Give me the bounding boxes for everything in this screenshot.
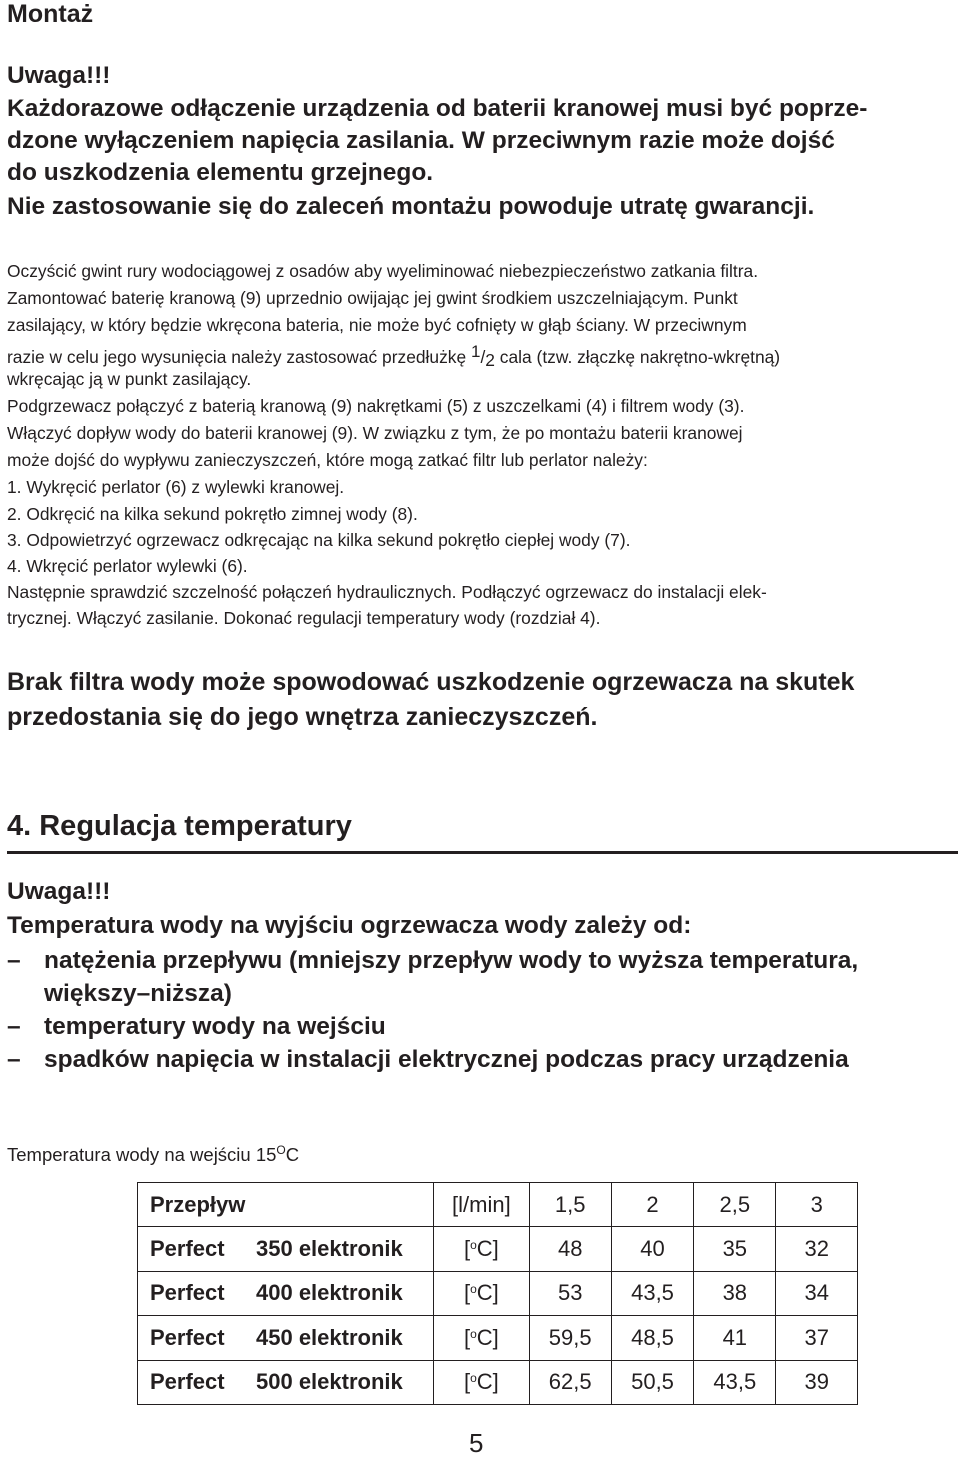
degree-sup: o — [470, 1326, 477, 1341]
temperature-value: 34 — [776, 1271, 858, 1315]
warning-line: Każdorazowe odłączenie urządzenia od baterii kranowej musi być poprze- — [7, 95, 868, 122]
section4-warning-heading: Uwaga!!! — [7, 878, 111, 905]
temperature-value: 53 — [529, 1271, 611, 1315]
table-caption — [7, 1143, 299, 1166]
warning-line: do uszkodzenia elementu grzejnego. — [7, 159, 434, 186]
flow-unit: [l/min] — [434, 1183, 529, 1227]
unit-text: C] — [476, 1236, 499, 1262]
model-variant: 350 elektronik — [256, 1236, 403, 1262]
dependency-text: temperatury wody na wejściu — [44, 1013, 386, 1040]
dash-bullet: – — [7, 1046, 21, 1073]
instruction-step: 3. Odpowietrzyć ogrzewacz odkręcając na kilka sekund pokrętło ciepłej wody (7). — [7, 530, 631, 550]
model-name — [138, 1360, 434, 1404]
instruction-step: 4. Wkręcić perlator wylewki (6). — [7, 556, 248, 576]
temperature-value: 43,5 — [611, 1271, 693, 1315]
instruction-line: zasilający, w który będzie wkręcona bateria, nie może być cofnięty w głąb ściany. W przeciwnym — [7, 315, 747, 335]
unit-bracket: [ — [463, 1280, 471, 1306]
flow-label: Przepływ — [138, 1183, 434, 1227]
degree-sup: o — [470, 1238, 477, 1253]
warning-line: dzone wyłączeniem napięcia zasilania. W przeciwnym razie może dojść — [7, 127, 835, 154]
temperature-value: 62,5 — [529, 1360, 611, 1404]
dependency-item-continuation — [7, 978, 232, 1010]
temperature-value: 48 — [529, 1227, 611, 1271]
flow-value: 2,5 — [694, 1183, 776, 1227]
unit-bracket: [ — [463, 1324, 471, 1350]
temperature-unit — [434, 1227, 529, 1271]
temperature-table — [137, 1182, 858, 1405]
dash-bullet: – — [7, 947, 21, 974]
unit-bracket: [ — [463, 1369, 471, 1395]
dependency-item — [7, 1044, 849, 1076]
temperature-value: 43,5 — [694, 1360, 776, 1404]
model-name — [138, 1316, 434, 1360]
section-title: Montaż — [7, 0, 94, 28]
dependency-item — [7, 945, 858, 977]
temperature-value: 59,5 — [529, 1316, 611, 1360]
caption-unit: C — [285, 1144, 300, 1165]
instruction-line: Oczyścić gwint rury wodociągowej z osadów aby wyeliminować niebezpieczeństwo zatkania filtra. — [7, 261, 759, 281]
extension-text-after: cala (tzw. złączkę nakrętno-wkrętną) — [494, 347, 781, 367]
temperature-unit — [434, 1360, 529, 1404]
unit-text: C] — [476, 1280, 499, 1306]
degree-sup: o — [470, 1371, 477, 1386]
instruction-step: 1. Wykręcić perlator (6) z wylewki kranowej. — [7, 477, 345, 497]
instruction-line: trycznej. Włączyć zasilanie. Dokonać regulacji temperatury wody (rozdział 4). — [7, 608, 601, 628]
temperature-value: 50,5 — [611, 1360, 693, 1404]
instruction-line: Zamontować baterię kranową (9) uprzednio owijając jej gwint środkiem uszczelniającym. Punkt — [7, 288, 738, 308]
caption-text: Temperatura wody na wejściu 15 — [7, 1144, 277, 1165]
temperature-value: 39 — [776, 1360, 858, 1404]
instruction-line: Następnie sprawdzić szczelność połączeń hydraulicznych. Podłączyć ogrzewacz do instalacji elek- — [7, 582, 767, 602]
table-row — [138, 1316, 858, 1360]
temperature-value: 38 — [694, 1271, 776, 1315]
flow-value: 3 — [776, 1183, 858, 1227]
page-number: 5 — [469, 1428, 484, 1458]
warning-heading: Uwaga!!! — [7, 62, 111, 89]
model-name — [138, 1227, 434, 1271]
instruction-line: Podgrzewacz połączyć z baterią kranową (9) nakrętkami (5) z uszczelkami (4) i filtrem wody (3). — [7, 396, 745, 416]
filter-warning-line: przedostania się do jego wnętrza zanieczyszczeń. — [7, 703, 598, 731]
unit-text: C] — [476, 1369, 499, 1395]
unit-text: C] — [476, 1324, 499, 1350]
instruction-step: 2. Odkręcić na kilka sekund pokrętło zimnej wody (8). — [7, 504, 418, 524]
flow-value: 2 — [611, 1183, 693, 1227]
model-variant: 450 elektronik — [256, 1324, 403, 1350]
model-brand: Perfect — [150, 1369, 225, 1395]
model-name — [138, 1271, 434, 1315]
dependency-text: większy–niższa) — [44, 980, 232, 1007]
model-variant: 400 elektronik — [256, 1280, 403, 1306]
model-variant: 500 elektronik — [256, 1369, 403, 1395]
caption-degree: O — [276, 1143, 286, 1157]
section4-title: 4. Regulacja temperatury — [7, 810, 352, 842]
dependency-text: spadków napięcia w instalacji elektrycznej podczas pracy urządzenia — [44, 1046, 849, 1073]
model-brand: Perfect — [150, 1280, 225, 1306]
temperature-value: 48,5 — [611, 1316, 693, 1360]
dash-bullet: – — [7, 1013, 21, 1040]
table-row — [138, 1271, 858, 1315]
warning-line: Nie zastosowanie się do zaleceń montażu powoduje utratę gwarancji. — [7, 193, 815, 220]
table-row — [138, 1227, 858, 1271]
temperature-value: 37 — [776, 1316, 858, 1360]
section4-intro: Temperatura wody na wyjściu ogrzewacza wody zależy od: — [7, 912, 692, 939]
temperature-value: 40 — [611, 1227, 693, 1271]
instruction-line: może dojść do wypływu zanieczyszczeń, które mogą zatkać filtr lub perlator należy: — [7, 450, 648, 470]
unit-bracket: [ — [463, 1236, 471, 1262]
instruction-line: wkręcając ją w punkt zasilający. — [7, 369, 252, 389]
table-row — [138, 1360, 858, 1404]
degree-sup: o — [470, 1282, 477, 1297]
dependency-text: natężenia przepływu (mniejszy przepływ wody to wyższa temperatura, — [44, 947, 859, 974]
instruction-line: Włączyć dopływ wody do baterii kranowej (9). W związku z tym, że po montażu baterii kranowej — [7, 423, 743, 443]
filter-warning-line: Brak filtra wody może spowodować uszkodzenie ogrzewacza na skutek — [7, 668, 855, 696]
fraction-separator: / — [480, 347, 486, 367]
temperature-value: 41 — [694, 1316, 776, 1360]
flow-value: 1,5 — [529, 1183, 611, 1227]
extension-text-before: razie w celu jego wysunięcia należy zastosować przedłużkę — [7, 347, 471, 367]
temperature-unit — [434, 1316, 529, 1360]
dependency-item — [7, 1011, 386, 1043]
table-header-row — [138, 1183, 858, 1227]
temperature-value: 35 — [694, 1227, 776, 1271]
fraction-denominator: 2 — [485, 350, 495, 370]
temperature-value: 32 — [776, 1227, 858, 1271]
fraction-numerator: 1 — [470, 342, 481, 361]
section-divider — [7, 851, 958, 854]
model-brand: Perfect — [150, 1324, 225, 1350]
model-brand: Perfect — [150, 1236, 225, 1262]
temperature-unit — [434, 1271, 529, 1315]
